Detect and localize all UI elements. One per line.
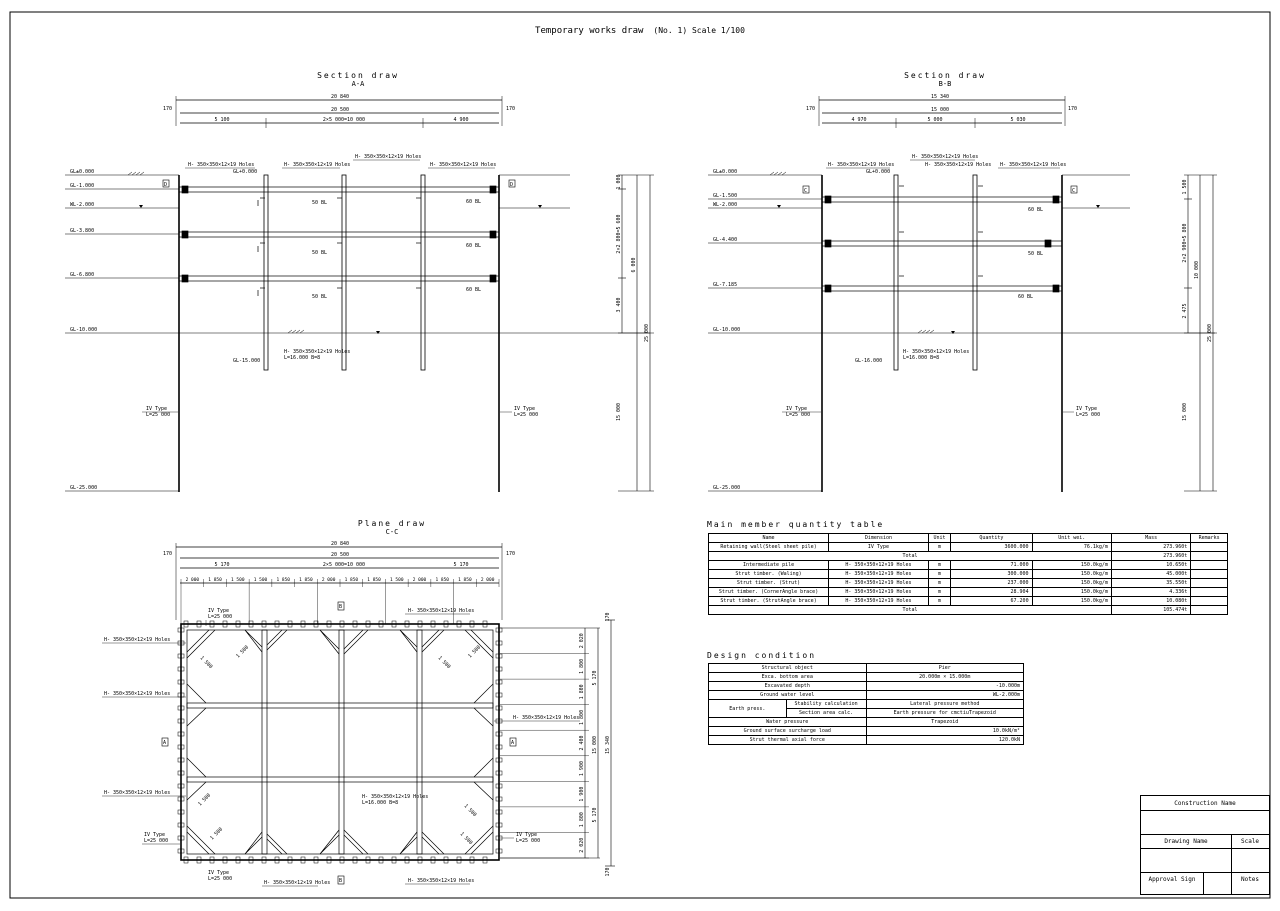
level-label: GL-1.500 (713, 193, 738, 199)
brace-label: 50 BL (312, 294, 328, 300)
level-mark: GL+0.000 (866, 169, 891, 175)
section-aa-subtitle: A-A (351, 80, 365, 88)
table-header: Unit (928, 534, 950, 543)
table-row (709, 561, 1228, 570)
vdim: 3 400 (616, 297, 622, 313)
table-cell: 10.650t (1111, 561, 1190, 570)
design-key: Stability calculation (786, 700, 866, 709)
title-block (1140, 795, 1270, 895)
brace-label: 60 BL (466, 287, 482, 293)
table-cell (1191, 561, 1228, 570)
brace-label: 60 BL (1018, 294, 1034, 300)
marker: C (804, 188, 808, 194)
level-label: GL±0.000 (713, 169, 738, 175)
strut-level-2 (822, 241, 1062, 246)
plan-right-label: L=25 000 (516, 838, 541, 844)
section-bb (708, 71, 1217, 492)
design-key: Earth press. (709, 700, 787, 718)
table-cell: 150.0kg/m (1032, 597, 1111, 606)
table-row (709, 570, 1228, 579)
vdim: 1 900 (579, 761, 585, 777)
vdim: 15 340 (605, 735, 611, 755)
vdim: 2×2 900=5 800 (1182, 223, 1188, 263)
plan-strut-v (339, 630, 344, 854)
table-row (709, 606, 1228, 615)
table-header: Dimension (829, 534, 929, 543)
table-cell: 273.960t (1111, 552, 1190, 561)
marker: A (163, 740, 167, 746)
pile-length: L=16.000 B=8 (284, 355, 321, 361)
strut-level-2 (179, 232, 499, 237)
sheet-title: Temporary works draw (No. 1) Scale 1/100 (535, 26, 745, 36)
plan-left-label: IV Type (144, 832, 166, 838)
drawing-name-label: Drawing Name (1164, 838, 1208, 845)
table-cell: 4.336t (1111, 588, 1190, 597)
dim-left: 170 (162, 551, 172, 557)
plan-right-label: H- 350×350×12×19 Holes (513, 715, 580, 721)
plan-strut-h (187, 777, 493, 782)
wall-label: IV Type (146, 406, 168, 412)
table-cell: 300.000 (951, 570, 1032, 579)
wall-length: L=25 000 (514, 412, 539, 418)
plan-left-label: H- 350×350×12×19 Holes (104, 790, 171, 796)
vdim: 2 020 (579, 633, 585, 649)
vdim: 170 (605, 867, 611, 877)
dim-inner: 15 000 (930, 107, 950, 113)
corner-dim: 1 500 (458, 831, 474, 847)
table-row (709, 597, 1228, 606)
table-cell: 71.000 (951, 561, 1032, 570)
table-cell: m (928, 543, 950, 552)
construction-name-label: Construction Name (1174, 800, 1236, 807)
design-key: Excavated depth (709, 682, 867, 691)
plan-left-label: H- 350×350×12×19 Holes (104, 637, 171, 643)
level-label: WL-2.000 (70, 202, 95, 208)
dim-total: 20 840 (330, 94, 350, 100)
dim-left: 170 (162, 106, 172, 112)
design-val: 10.0kN/m² (866, 727, 1023, 736)
vdim: 5 170 (592, 807, 598, 823)
span-dim: 5 170 (453, 562, 469, 568)
brace-label: 50 BL (312, 200, 328, 206)
table-cell: 35.550t (1111, 579, 1190, 588)
design-val: 20.000m × 15.000m (866, 673, 1023, 682)
design-key: Section area calc. (786, 709, 866, 718)
plan-strut-v (262, 630, 267, 854)
level-mark: GL+0.000 (233, 169, 258, 175)
corner-dim: 1 500 (462, 803, 478, 819)
brace-label: 60 BL (1028, 207, 1044, 213)
sheet-border (10, 12, 1270, 898)
wall-label: IV Type (514, 406, 536, 412)
vdim: 10 000 (1194, 260, 1200, 280)
table-cell (1191, 552, 1228, 561)
plan-strut-v (417, 630, 422, 854)
sub-dim: 2 000 (321, 578, 336, 583)
table-cell: 150.0kg/m (1032, 561, 1111, 570)
design-val: Trapezoid (866, 718, 1023, 727)
marker: B (339, 604, 343, 610)
vdim: 1 000 (616, 174, 622, 190)
table-cell: m (928, 597, 950, 606)
intermediate-pile (342, 175, 346, 370)
marker: D (510, 182, 514, 188)
level-label: WL-2.000 (713, 202, 738, 208)
dim-left: 170 (805, 106, 815, 112)
brace-label: 50 BL (1028, 251, 1044, 257)
level-mark: GL-16.000 (855, 358, 883, 364)
plan-bottom-label: IV Type (208, 870, 230, 876)
table-header: Quantity (951, 534, 1032, 543)
brace-label: 50 BL (312, 250, 328, 256)
table-header: Remarks (1191, 534, 1228, 543)
table-cell (1191, 606, 1228, 615)
vdim: 15 000 (616, 402, 622, 422)
table-cell: IV Type (829, 543, 929, 552)
table-cell: 3600.000 (951, 543, 1032, 552)
corner-dim: 1 500 (436, 655, 452, 671)
table-cell: Strut timber. (CornerAngle brace) (709, 588, 829, 597)
wall-label: IV Type (1076, 406, 1098, 412)
sub-dim: 1 500 (390, 578, 404, 583)
design-val: Pier (866, 664, 1023, 673)
table-cell: Total (709, 606, 1112, 615)
vdim: 15 000 (592, 735, 598, 755)
corner-dim: 1 500 (197, 792, 213, 808)
span-dim: 4 970 (851, 117, 867, 123)
table-cell: Intermediate pile (709, 561, 829, 570)
plan-top-label: L=25 000 (208, 614, 233, 620)
intermediate-pile (894, 175, 898, 370)
plan-center-label: H- 350×350×12×19 Holes (362, 794, 429, 800)
sub-dim: 2 000 (185, 578, 200, 583)
table-row (709, 543, 1228, 552)
design-table (708, 663, 1024, 745)
sub-dim: 1 500 (253, 578, 268, 583)
table-cell: 45.000t (1111, 570, 1190, 579)
section-aa (65, 71, 654, 492)
section-bb-subtitle: B-B (938, 80, 952, 88)
table-cell: 150.0kg/m (1032, 588, 1111, 597)
wall-label: IV Type (786, 406, 808, 412)
intermediate-pile (264, 175, 268, 370)
design-key: Ground water level (709, 691, 867, 700)
span-dim: 5 000 (927, 117, 943, 123)
strut-level-3 (822, 286, 1062, 291)
wall-length: L=25 000 (146, 412, 171, 418)
design-key: Water pressure (709, 718, 867, 727)
table-cell: Strut timber. (Waling) (709, 570, 829, 579)
vdim: 1 500 (1182, 179, 1188, 195)
table-cell: 273.960t (1111, 543, 1190, 552)
quantity-table-title: Main member quantity table (707, 520, 885, 529)
sub-dim: 1 850 (208, 578, 222, 583)
table-cell (1191, 588, 1228, 597)
table-cell: H- 350×350×12×19 Holes (829, 588, 929, 597)
level-label: GL-4.400 (713, 237, 738, 243)
table-cell: Strut timber. (Strut) (709, 579, 829, 588)
sub-dim: 1 850 (435, 578, 449, 583)
design-val: 120.0kN (866, 736, 1023, 745)
strut-level-1 (822, 197, 1062, 202)
section-bb-title: Section draw (904, 71, 986, 80)
span-dim: 2×5 000=10 000 (322, 562, 366, 568)
dim-inner: 20 500 (330, 107, 350, 113)
span-dim: 5 170 (214, 562, 230, 568)
beam-label: H- 350×350×12×19 Holes (912, 154, 979, 160)
level-label: GL-6.800 (70, 272, 95, 278)
beam-label: H- 350×350×12×19 Holes (188, 162, 255, 168)
vdim: 1 800 (579, 658, 585, 674)
vdim: 25 000 (644, 323, 650, 343)
beam-label: H- 350×350×12×19 Holes (925, 162, 992, 168)
beam-label: H- 350×350×12×19 Holes (1000, 162, 1067, 168)
span-dim: 2×5 000=10 000 (322, 117, 366, 123)
sub-dim: 2 000 (412, 578, 427, 583)
plan-cc-title: Plane draw (357, 519, 427, 528)
plan-cc-subtitle: C-C (385, 528, 399, 536)
plan-bottom-label: H- 350×350×12×19 Holes (408, 878, 475, 884)
quantity-table (708, 533, 1228, 615)
plan-top-label: IV Type (208, 608, 230, 614)
vdim: 1 900 (579, 786, 585, 802)
table-cell: m (928, 579, 950, 588)
table-cell: 28.904 (951, 588, 1032, 597)
table-header: Mass (1111, 534, 1190, 543)
dim-total: 15 340 (930, 94, 950, 100)
table-cell: H- 350×350×12×19 Holes (829, 561, 929, 570)
marker: D (164, 182, 168, 188)
strut-level-1 (179, 187, 499, 192)
table-cell: 237.000 (951, 579, 1032, 588)
brace-label: 60 BL (466, 199, 482, 205)
vdim: 15 000 (1182, 402, 1188, 422)
sub-dim: 1 850 (299, 578, 313, 583)
table-cell: H- 350×350×12×19 Holes (829, 597, 929, 606)
corner-dim: 1 500 (209, 826, 225, 842)
plan-strut-h (187, 703, 493, 708)
approval-sign-label: Approval Sign (1148, 876, 1196, 883)
design-key: Exca. bottom area (709, 673, 867, 682)
level-mark: GL-15.000 (233, 358, 261, 364)
pile-label: H- 350×350×12×19 Holes (284, 349, 351, 355)
intermediate-pile (973, 175, 977, 370)
dim-inner: 20 500 (330, 552, 350, 558)
strut-level-3 (179, 276, 499, 281)
level-label: GL-7.185 (713, 282, 738, 288)
table-cell: Total (709, 552, 1112, 561)
section-aa-title: Section draw (317, 71, 399, 80)
level-label: GL-25.000 (70, 485, 98, 491)
level-label: GL-25.000 (713, 485, 741, 491)
span-dim: 5 100 (214, 117, 230, 123)
plan-right-label: IV Type (516, 832, 538, 838)
table-cell: Strut timber. (StrutAngle brace) (709, 597, 829, 606)
vdim: 2×2 800=5 600 (616, 214, 622, 254)
table-cell: 150.0kg/m (1032, 570, 1111, 579)
design-key: Structural object (709, 664, 867, 673)
span-dim: 5 030 (1010, 117, 1026, 123)
vdim: 25 000 (1207, 323, 1213, 343)
plan-bottom-label: H- 350×350×12×19 Holes (264, 880, 331, 886)
sub-dim: 2 000 (480, 578, 495, 583)
design-key: Ground surface surcharge load (709, 727, 867, 736)
corner-dim: 1 500 (198, 655, 214, 671)
corner-dim: 1 500 (467, 644, 483, 660)
level-label: GL-3.800 (70, 228, 95, 234)
intermediate-pile (421, 175, 425, 370)
vdim: 1 800 (579, 812, 585, 828)
table-header: Unit wei. (1032, 534, 1111, 543)
vdim: 1 800 (579, 684, 585, 700)
brace-label: 60 BL (466, 243, 482, 249)
vdim: 6 000 (631, 257, 637, 273)
design-table-title: Design condition (707, 651, 817, 660)
span-dim: 4 900 (453, 117, 469, 123)
marker: A (511, 740, 515, 746)
table-cell: H- 350×350×12×19 Holes (829, 570, 929, 579)
plan-center-length: L=16.000 B=8 (362, 800, 399, 806)
table-cell: 67.200 (951, 597, 1032, 606)
sub-dim: 1 850 (367, 578, 381, 583)
design-val: WL-2.000m (866, 691, 1023, 700)
table-cell: 76.1kg/m (1032, 543, 1111, 552)
notes-label: Notes (1240, 876, 1260, 883)
beam-label: H- 350×350×12×19 Holes (430, 162, 497, 168)
design-key: Strut thermal axial force (709, 736, 867, 745)
table-header: Name (709, 534, 829, 543)
dim-right: 170 (506, 551, 516, 557)
table-cell: Retaining wall(Steel sheet pile) (709, 543, 829, 552)
dim-right: 170 (1068, 106, 1078, 112)
table-cell: m (928, 588, 950, 597)
sub-dim: 1 500 (231, 578, 245, 583)
plan-wall-studs (178, 621, 502, 863)
vdim: 2 400 (579, 735, 585, 751)
table-cell: m (928, 570, 950, 579)
design-val: Earth pressure for cmctiuTrapezoid (866, 709, 1023, 718)
plan-top-label: H- 350×350×12×19 Holes (408, 608, 475, 614)
table-row (709, 579, 1228, 588)
level-label: GL-10.000 (713, 327, 741, 333)
pile-label: H- 350×350×12×19 Holes (903, 349, 970, 355)
marker: B (339, 878, 343, 884)
design-val: -10.000m (866, 682, 1023, 691)
beam-label: H- 350×350×12×19 Holes (355, 154, 422, 160)
table-cell: m (928, 561, 950, 570)
vdim: 2 020 (579, 837, 585, 853)
plan-retaining-wall (181, 624, 499, 860)
table-cell: 150.0kg/m (1032, 579, 1111, 588)
wall-length: L=25 000 (786, 412, 811, 418)
sub-dim: 1 850 (344, 578, 359, 583)
table-cell (1191, 597, 1228, 606)
vdim: 170 (605, 612, 611, 622)
vdim: 5 170 (592, 670, 598, 686)
table-cell: 105.474t (1111, 606, 1190, 615)
table-cell (1191, 543, 1228, 552)
design-val: Lateral pressure method (866, 700, 1023, 709)
table-cell (1191, 579, 1228, 588)
vdim: 2 475 (1182, 303, 1188, 319)
level-label: GL±0.000 (70, 169, 95, 175)
table-cell (1191, 570, 1228, 579)
table-cell: 10.080t (1111, 597, 1190, 606)
beam-label: H- 350×350×12×19 Holes (284, 162, 351, 168)
plan-left-label: H- 350×350×12×19 Holes (104, 691, 171, 697)
vdim: 1 800 (579, 709, 585, 725)
plan-left-label: L=25 000 (144, 838, 169, 844)
sub-dim: 1 850 (458, 578, 472, 583)
corner-dim: 1 500 (235, 644, 251, 660)
beam-label: H- 350×350×12×19 Holes (828, 162, 895, 168)
plan-bottom-label: L=25 000 (208, 876, 233, 882)
table-row (709, 588, 1228, 597)
table-cell: H- 350×350×12×19 Holes (829, 579, 929, 588)
level-label: GL-1.000 (70, 183, 95, 189)
sub-dim: 1 850 (276, 578, 290, 583)
wall-length: L=25 000 (1076, 412, 1101, 418)
dim-right: 170 (506, 106, 516, 112)
dim-total: 20 840 (330, 541, 350, 547)
level-label: GL-10.000 (70, 327, 98, 333)
table-row (709, 552, 1228, 561)
marker: C (1072, 188, 1076, 194)
scale-label: Scale (1240, 838, 1260, 845)
plan-cc (102, 519, 615, 886)
pile-length: L=16.000 B=8 (903, 355, 940, 361)
